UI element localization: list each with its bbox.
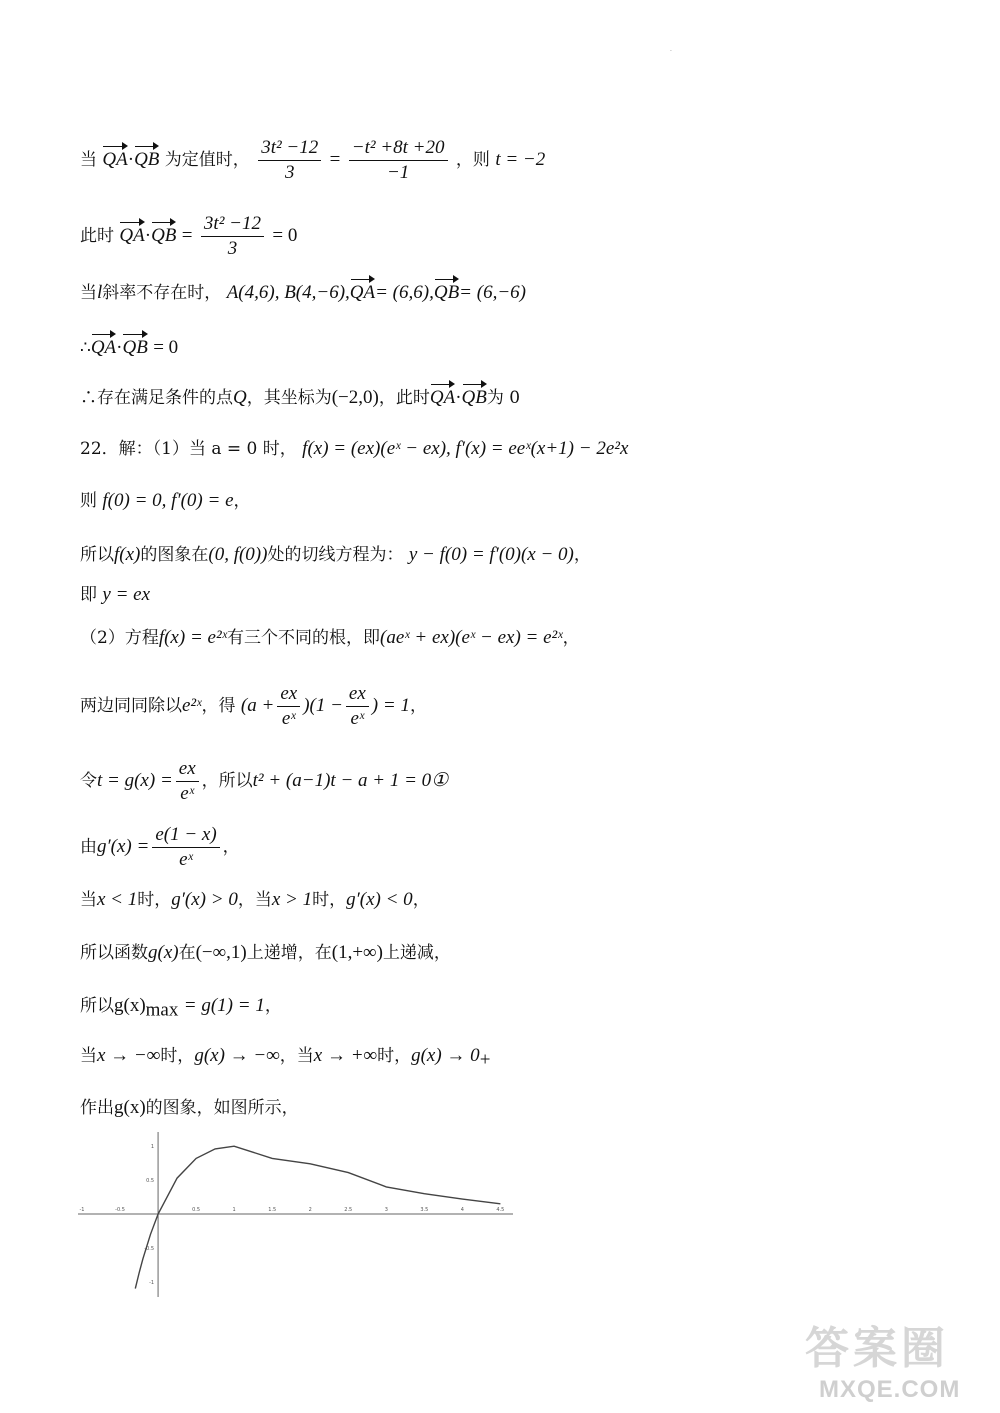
math: x → +∞ xyxy=(313,1045,378,1066)
line-13 xyxy=(80,823,240,872)
line-2: 此时 QA·QB = $\frac{\text{3t² −12}}{3}$ = 0 xyxy=(80,213,298,259)
text: 上递减， xyxy=(382,943,451,963)
numerator: ex xyxy=(277,682,300,707)
math: Q xyxy=(233,387,247,408)
numerator: ex xyxy=(346,682,369,707)
text: ， xyxy=(222,837,240,857)
text: 令 xyxy=(80,771,97,791)
math: t = −2 xyxy=(495,149,546,170)
x-tick-label: 2 xyxy=(308,1207,312,1213)
tick-labels xyxy=(80,1144,505,1286)
text: （2）方程 xyxy=(80,628,159,648)
text: 时， xyxy=(377,1046,412,1066)
vector-qa: QA xyxy=(429,387,456,408)
math: g(x) xyxy=(114,995,146,1016)
vector-qa: QA xyxy=(102,149,128,170)
line-3 xyxy=(80,281,526,305)
line-7 xyxy=(80,489,251,513)
dot-operator: · xyxy=(455,387,462,408)
line-1 xyxy=(80,136,545,185)
math: t² + (a−1)t − a + 1 = 0① xyxy=(252,770,449,791)
fraction xyxy=(201,212,264,261)
equals: = xyxy=(329,149,341,170)
text: 当 xyxy=(80,283,97,303)
text: 即 xyxy=(80,585,97,605)
text: 时， xyxy=(312,890,347,910)
text: 时， xyxy=(137,890,172,910)
numerator: 3t² −12 xyxy=(201,212,264,237)
text: ，其坐标为 xyxy=(246,388,332,408)
vector-qa: QA xyxy=(90,337,117,358)
text: 此时 xyxy=(80,226,114,246)
denominator: eˣ xyxy=(350,708,365,729)
math: x → −∞ xyxy=(97,1045,161,1066)
watermark-url: MXQE.COM xyxy=(819,1376,961,1403)
vector-qb: QB xyxy=(151,225,177,246)
text: ， xyxy=(264,996,282,1016)
text: ， xyxy=(409,696,427,716)
subscript: + xyxy=(479,1049,491,1071)
x-tick-label: 1.5 xyxy=(268,1207,277,1213)
y-tick-label: -1 xyxy=(149,1279,155,1286)
math: ) = 1 xyxy=(371,695,410,716)
axes xyxy=(78,1132,513,1297)
numerator: −t² +8t +20 xyxy=(349,136,448,161)
text: ， xyxy=(412,890,430,910)
math: e²ˣ xyxy=(182,695,202,716)
math: = 0 xyxy=(153,337,179,358)
denominator: −1 xyxy=(386,162,410,183)
math: (aeˣ + ex)(eˣ − ex) = e²ˣ xyxy=(380,627,563,648)
text: 为 0 xyxy=(486,388,521,408)
math: = g(1) = 1 xyxy=(183,995,265,1016)
math: (0, f(0)) xyxy=(208,544,268,565)
text: 当 xyxy=(80,890,97,910)
text: 上递增，在 xyxy=(246,943,332,963)
fraction xyxy=(346,682,369,731)
dot-operator: · xyxy=(116,337,123,358)
fraction xyxy=(176,757,199,806)
numerator: e(1 − x) xyxy=(152,823,219,848)
line-10 xyxy=(80,626,580,650)
math: g′(x) > 0 xyxy=(171,889,238,910)
math: (a + xyxy=(240,695,275,716)
subscript: max xyxy=(145,999,179,1021)
math: x > 1 xyxy=(271,889,313,910)
text: ，当 xyxy=(279,1046,314,1066)
therefore: ∴ xyxy=(80,338,91,358)
vector-qa: QA xyxy=(349,282,376,303)
math: A(4,6), B(4,−6), xyxy=(226,282,350,303)
math: f(x) xyxy=(114,544,141,565)
text: 有三个不同的根，即 xyxy=(227,628,381,648)
text: ， xyxy=(573,545,591,565)
line-6 xyxy=(80,437,628,461)
text: ，当 xyxy=(237,890,272,910)
numerator: 3t² −12 xyxy=(258,136,321,161)
vector-qb: QB xyxy=(134,149,160,170)
math: = 0 xyxy=(272,225,298,246)
dot-operator: · xyxy=(127,149,135,170)
vector-qb: QB xyxy=(122,337,148,358)
text: 当 xyxy=(80,150,97,170)
graph-curve xyxy=(135,1146,500,1288)
x-tick-label: 2.5 xyxy=(344,1207,353,1213)
vector-qa: QA xyxy=(119,225,145,246)
text: 则 xyxy=(80,491,97,511)
math: t = g(x) = xyxy=(97,770,173,791)
line-16 xyxy=(80,994,282,1022)
math: g(x) → −∞ xyxy=(194,1045,280,1066)
math: = (6,−6) xyxy=(459,282,526,303)
text: ， xyxy=(233,491,251,511)
line-4 xyxy=(80,336,178,360)
text: 所以函数 xyxy=(80,943,148,963)
line-18 xyxy=(80,1096,299,1120)
x-tick-label: -0.5 xyxy=(115,1207,125,1213)
fraction xyxy=(349,136,448,185)
text: ， xyxy=(562,628,580,648)
text: 处的切线方程为： xyxy=(267,545,404,565)
text: ，则 xyxy=(455,150,490,170)
math: g(x) xyxy=(114,1097,146,1118)
line-14 xyxy=(80,888,430,912)
math: g′(x) < 0 xyxy=(346,889,413,910)
corner-mark: · xyxy=(670,48,672,55)
math: y − f(0) = f′(0)(x − 0) xyxy=(408,544,574,565)
y-tick-label: 1 xyxy=(150,1144,155,1151)
text: 在 xyxy=(178,943,196,963)
math: y = ex xyxy=(102,584,151,605)
text: 时， xyxy=(160,1046,195,1066)
text: 斜率不存在时， xyxy=(102,283,222,303)
text: 由 xyxy=(80,837,97,857)
vector-qb: QB xyxy=(433,282,460,303)
text: ，此时 xyxy=(378,388,430,408)
math: )(1 − xyxy=(303,695,343,716)
text: ，所以 xyxy=(201,771,253,791)
text: 的图象在 xyxy=(140,545,209,565)
dot-operator: · xyxy=(144,225,152,246)
denominator: eˣ xyxy=(180,783,195,804)
fraction xyxy=(152,823,219,872)
denominator: eˣ xyxy=(179,849,193,870)
line-11 xyxy=(80,682,427,731)
watermark-text: 答案圈 xyxy=(805,1323,949,1374)
text: 的图象，如图所示， xyxy=(145,1098,299,1118)
line-17 xyxy=(80,1044,490,1072)
vector-qb: QB xyxy=(461,387,487,408)
text: 所以 xyxy=(80,996,114,1016)
x-tick-label: 0.5 xyxy=(192,1207,201,1213)
math: g(x) → 0 xyxy=(411,1045,480,1066)
line-8 xyxy=(80,543,591,567)
x-tick-label: 3 xyxy=(384,1207,388,1213)
math: (1,+∞) xyxy=(331,942,383,963)
function-graph xyxy=(78,1132,513,1297)
line-9 xyxy=(80,583,150,607)
math: f(x) = (ex)(eˣ − ex), f′(x) = eeˣ(x+1) − 2e²x xyxy=(302,438,629,459)
math: x < 1 xyxy=(97,889,138,910)
math: l xyxy=(97,282,103,303)
text: 作出 xyxy=(80,1098,114,1118)
denominator: eˣ xyxy=(281,708,296,729)
y-tick-label: -0.5 xyxy=(144,1245,155,1252)
text: 两边同同除以 xyxy=(80,696,182,716)
x-tick-label: 1 xyxy=(232,1207,236,1213)
math: (−∞,1) xyxy=(195,942,247,963)
line-5 xyxy=(80,386,520,410)
math: g(x) xyxy=(148,942,179,963)
denominator: 3 xyxy=(284,162,295,183)
math: = (6,6), xyxy=(375,282,434,303)
text: 22．解：（1）当 a = 0 时， xyxy=(80,439,297,459)
text: ∴存在满足条件的点 xyxy=(80,388,233,408)
text: 当 xyxy=(80,1046,97,1066)
denominator: 3 xyxy=(227,238,238,259)
line-12 xyxy=(80,757,448,806)
text: ，得 xyxy=(201,696,236,716)
watermark-logo xyxy=(795,1308,985,1408)
fraction xyxy=(277,682,300,731)
line-15 xyxy=(80,941,451,965)
numerator: ex xyxy=(176,757,199,782)
fraction xyxy=(258,136,321,185)
x-tick-label: 4 xyxy=(460,1207,464,1213)
x-tick-label: 3.5 xyxy=(420,1207,429,1213)
math: f(0) = 0, f′(0) = e xyxy=(102,490,234,511)
text: 为定值时， xyxy=(164,150,250,170)
math: (−2,0) xyxy=(331,387,379,408)
text: 所以 xyxy=(80,545,114,565)
math: f(x) = e²ˣ xyxy=(158,627,228,648)
y-tick-label: 0.5 xyxy=(146,1178,155,1185)
x-tick-label: 4.5 xyxy=(496,1207,505,1213)
x-tick-label: -1 xyxy=(79,1207,85,1213)
math: g′(x) = xyxy=(97,836,150,857)
